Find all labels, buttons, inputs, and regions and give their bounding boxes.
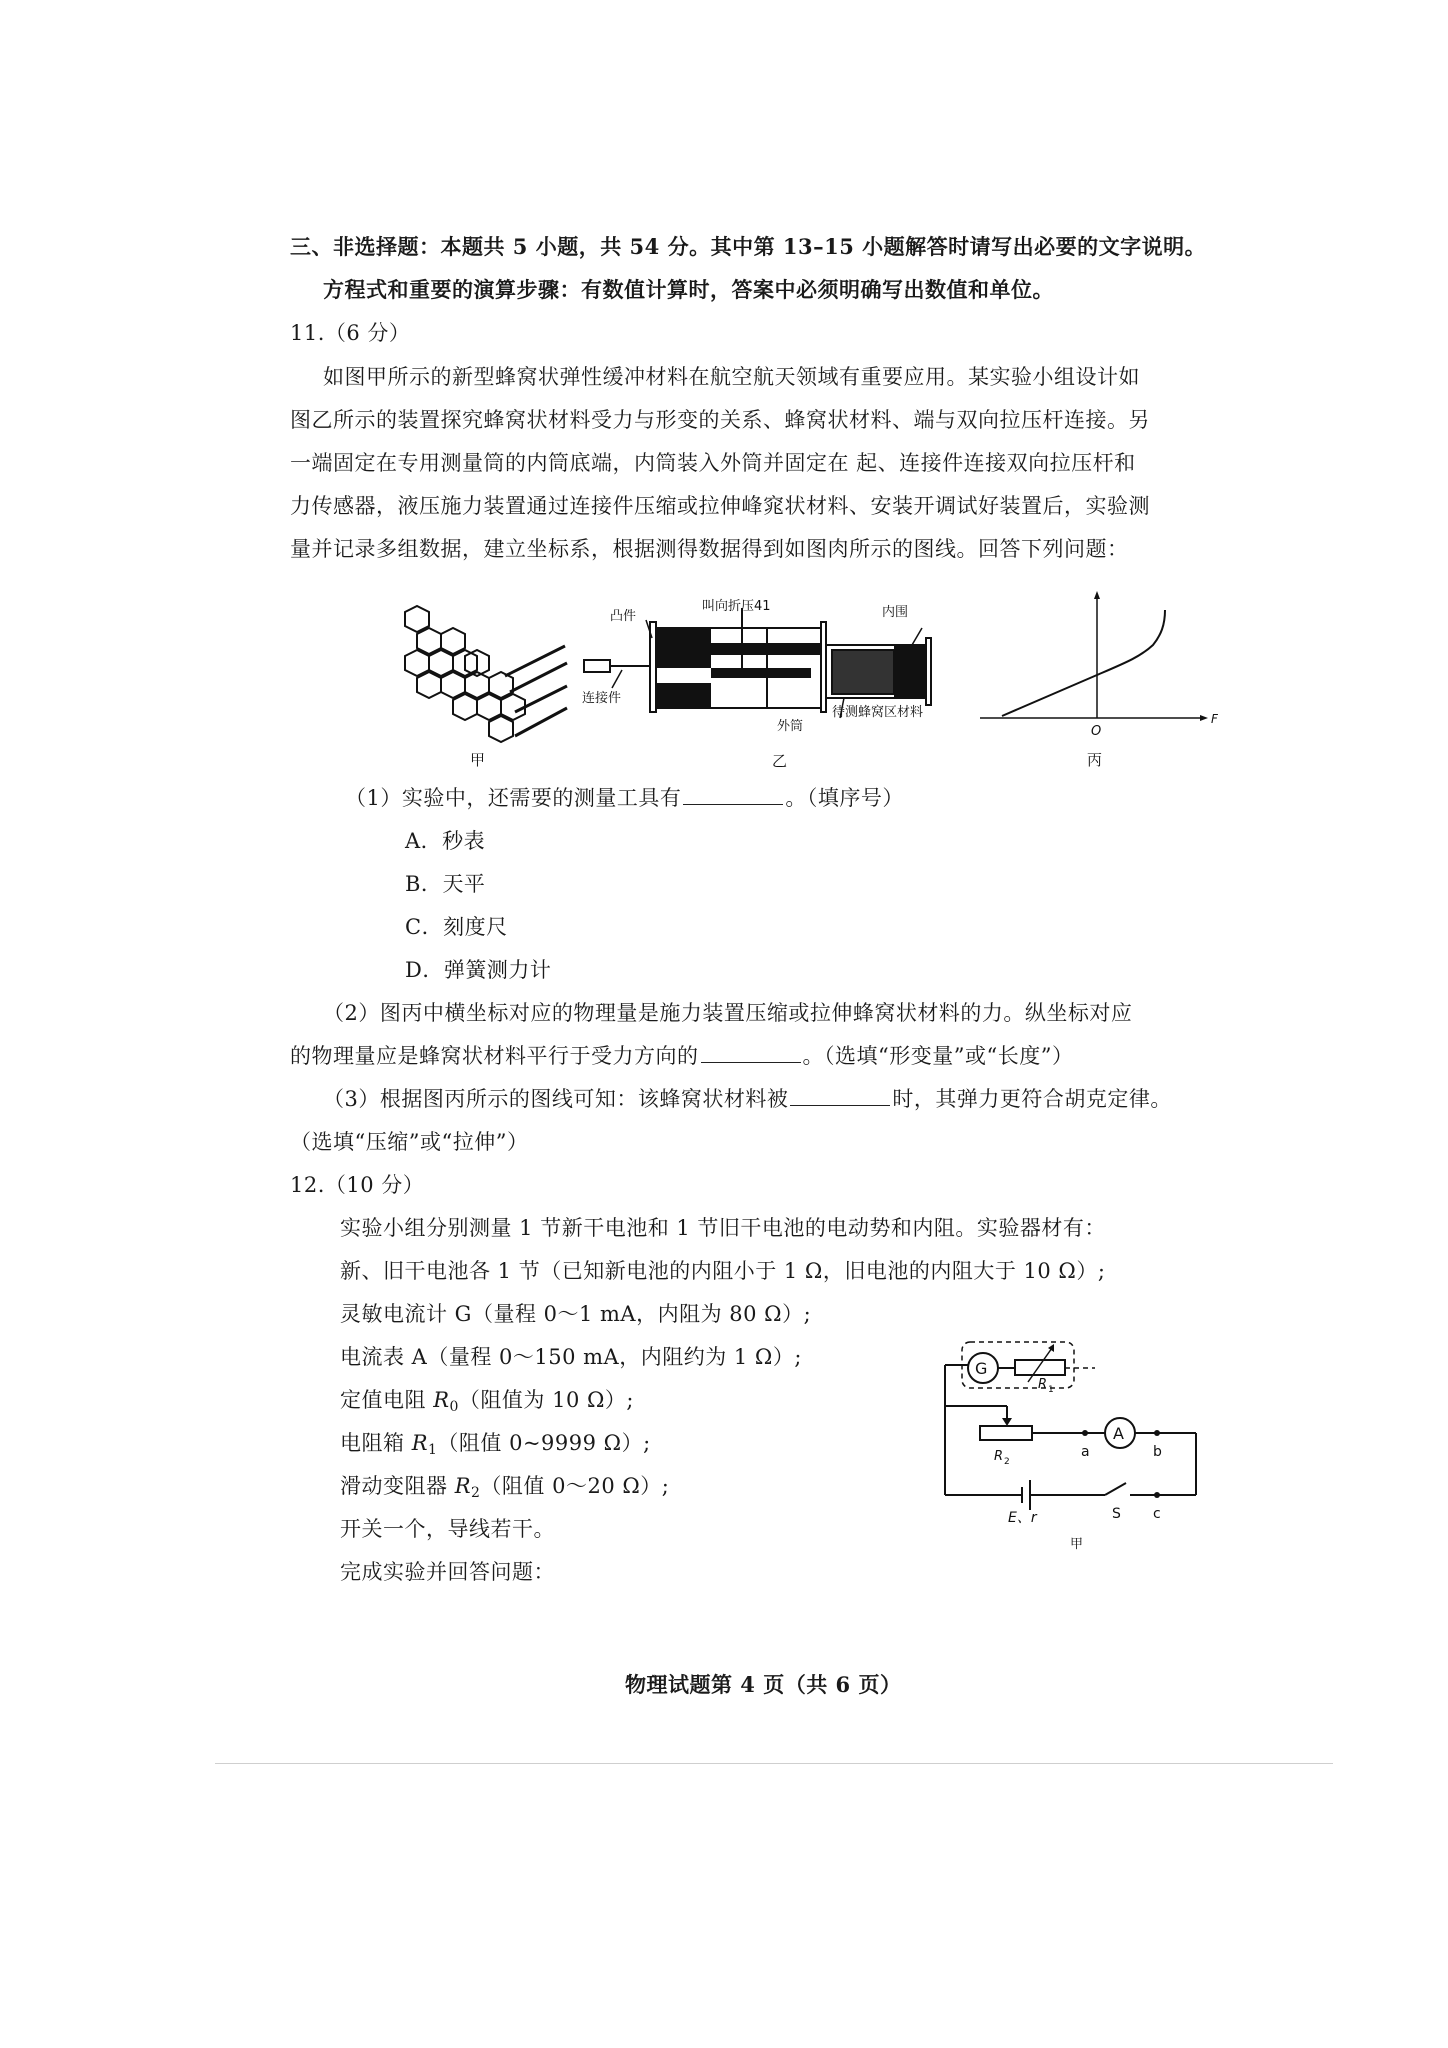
honeycomb-material-sample xyxy=(832,650,894,694)
section-header-line1: 三、非选择题：本题共 5 小题，共 54 分。其中第 13–15 小题解答时请写出必要的文字说明。 xyxy=(290,234,1207,259)
page-divider xyxy=(215,1763,1333,1764)
label-material: 待测蜂窝区材料 xyxy=(832,705,924,720)
q12-task: 完成实验并回答问题： xyxy=(340,1560,555,1584)
figure-yi-caption: 乙 xyxy=(772,752,788,770)
node-b-label: b xyxy=(1153,1444,1162,1460)
option-text: 天平 xyxy=(442,872,486,896)
node-a xyxy=(1082,1430,1088,1436)
slider-arrow xyxy=(1002,1418,1012,1426)
option-text: 秒表 xyxy=(442,829,486,853)
figure-jia-honeycomb xyxy=(385,600,575,770)
section-header-line2: 方程式和重要的演算步骤：有数值计算时，答案中必须明确写出数值和单位。 xyxy=(323,277,1054,302)
option-key: A． xyxy=(405,829,443,853)
ammeter-label: A xyxy=(1113,1424,1124,1443)
r1-subscript: 1 xyxy=(428,1442,438,1458)
q12-switch: 开关一个，导线若干。 xyxy=(340,1517,555,1541)
q11-sub1-answer-blank[interactable] xyxy=(683,784,783,805)
r0-suffix: （阻值为 10 Ω）; xyxy=(458,1388,634,1412)
q11-sub1-suffix: 。（填序号） xyxy=(785,786,904,810)
q11-option-a[interactable] xyxy=(405,826,485,856)
q11-sub3-suffix: 时，其弹力更符合胡克定律。 xyxy=(892,1087,1172,1111)
q11-stem-line: 图乙所示的装置探究蜂窝状材料受力与形变的关系、蜂窝状材料、端与双向拉压杆连接。另 xyxy=(290,408,1150,432)
q12-ammeter: 电流表 A（量程 0～150 mA，内阻约为 1 Ω）; xyxy=(340,1345,802,1369)
switch-s xyxy=(1105,1483,1126,1495)
r2-label-sub: 2 xyxy=(1004,1457,1010,1467)
q12-intro: 实验小组分别测量 1 节新干电池和 1 节旧干电池的电动势和内阻。实验器材有： xyxy=(340,1216,1106,1240)
q11-stem-line: 一端固定在专用测量筒的内筒底端，内筒装入外筒并固定在 起、连接件连接双向拉压杆和 xyxy=(290,451,1136,475)
q12-r0 xyxy=(340,1385,634,1422)
q11-stem-line: 如图甲所示的新型蜂窝状弹性缓冲材料在航空航天领域有重要应用。某实验小组设计如 xyxy=(323,365,1140,389)
q11-sub1 xyxy=(345,783,904,813)
battery-label: E、r xyxy=(1008,1510,1037,1526)
q11-option-d[interactable] xyxy=(405,955,551,985)
q12-galvanometer: 灵敏电流计 G（量程 0～1 mA，内阻为 80 Ω）; xyxy=(340,1302,812,1326)
q11-sub2-line2 xyxy=(290,1041,1073,1071)
option-text: 刻度尺 xyxy=(443,915,508,939)
figure-jia-caption: 甲 xyxy=(470,751,486,769)
r2-label: R xyxy=(994,1449,1004,1464)
q11-sub2-answer-blank[interactable] xyxy=(701,1042,801,1063)
r2-symbol: R xyxy=(454,1474,471,1498)
q11-option-b[interactable] xyxy=(405,869,485,899)
q11-stem-line: 力传感器，液压施力装置通过连接件压缩或拉伸峰窕状材料、安装开调试好装置后，实验测 xyxy=(290,494,1150,518)
label-neitong: 内围 xyxy=(882,605,909,620)
q12-r2 xyxy=(340,1471,669,1508)
option-key: D． xyxy=(405,958,444,982)
q11-sub1-prefix: （1）实验中，还需要的测量工具有 xyxy=(345,786,682,810)
q12-batteries: 新、旧干电池各 1 节（已知新电池的内阻小于 1 Ω，旧电池的内阻大于 10 Ω）; xyxy=(340,1259,1106,1283)
r1-label: R xyxy=(1038,1377,1048,1392)
figure-bing-caption: 丙 xyxy=(1087,751,1103,769)
circuit-diagram xyxy=(930,1340,1220,1560)
node-c xyxy=(1154,1492,1160,1498)
q12-number: 12.（10 分） xyxy=(290,1173,425,1197)
label-tujian: 凸件 xyxy=(610,609,637,624)
r2-subscript: 2 xyxy=(471,1485,481,1501)
q11-stem-line: 量并记录多组数据，建立坐标系，根据测得数据得到如图肉所示的图线。回答下列问题： xyxy=(290,537,1129,561)
q11-sub3-line1 xyxy=(323,1084,1172,1114)
option-key: B． xyxy=(405,872,443,896)
x-axis-label: F xyxy=(1211,712,1218,726)
node-a-label: a xyxy=(1081,1444,1090,1460)
x-axis-arrow xyxy=(1200,715,1208,721)
option-key: C． xyxy=(405,915,444,939)
honeycomb-depth-lines xyxy=(505,646,567,736)
q11-option-c[interactable] xyxy=(405,912,508,942)
q11-sub2-line1: （2）图丙中横坐标对应的物理量是施力装置压缩或拉伸蜂窝状材料的力。纵坐标对应 xyxy=(323,1001,1133,1025)
r1-suffix: （阻值 0~9999 Ω）; xyxy=(437,1431,651,1455)
r0-prefix: 定值电阻 xyxy=(340,1388,434,1412)
q11-sub3-answer-blank[interactable] xyxy=(790,1085,890,1106)
r2-prefix: 滑动变阻器 xyxy=(340,1474,455,1498)
page-footer: 物理试题第 4 页（共 6 页） xyxy=(625,1672,902,1697)
q11-sub3-line2: （选填“压缩”或“拉伸”） xyxy=(290,1130,529,1154)
q12-r1 xyxy=(340,1428,651,1465)
r1-prefix: 电阻箱 xyxy=(340,1431,412,1455)
r0-subscript: 0 xyxy=(449,1399,459,1415)
curve xyxy=(1002,610,1165,716)
node-b xyxy=(1154,1430,1160,1436)
label-lianjiejian: 连接件 xyxy=(582,691,622,706)
r2-suffix: （阻值 0～20 Ω）; xyxy=(480,1474,670,1498)
r1-symbol: R xyxy=(411,1431,428,1455)
connector-shape xyxy=(584,660,610,672)
r0-symbol: R xyxy=(433,1388,450,1412)
label-waitong: 外筒 xyxy=(777,719,804,734)
origin-label: O xyxy=(1091,724,1102,739)
resistor-box-r1 xyxy=(1015,1360,1065,1375)
label-shuangxiang-ganjian: 叫向折压41 xyxy=(702,599,771,614)
figure-yi-apparatus xyxy=(582,598,962,770)
galvanometer-label: G xyxy=(975,1359,988,1378)
q11-sub2-suffix: 。（选填“形变量”或“长度”） xyxy=(802,1044,1074,1068)
q11-sub2-prefix: 的物理量应是蜂窝状材料平行于受力方向的 xyxy=(290,1044,699,1068)
switch-label: S xyxy=(1112,1506,1121,1522)
node-c-label: c xyxy=(1153,1506,1161,1522)
r1-label-sub: 1 xyxy=(1048,1385,1054,1395)
figure-bing-graph xyxy=(975,585,1225,775)
y-axis-arrow xyxy=(1094,591,1100,599)
circuit-caption: 甲 xyxy=(1070,1537,1084,1552)
option-text: 弹簧测力计 xyxy=(443,958,552,982)
q11-number: 11.（6 分） xyxy=(290,321,411,345)
rheostat-r2 xyxy=(980,1426,1032,1440)
q11-sub3-prefix: （3）根据图丙所示的图线可知：该蜂窝状材料被 xyxy=(323,1087,789,1111)
